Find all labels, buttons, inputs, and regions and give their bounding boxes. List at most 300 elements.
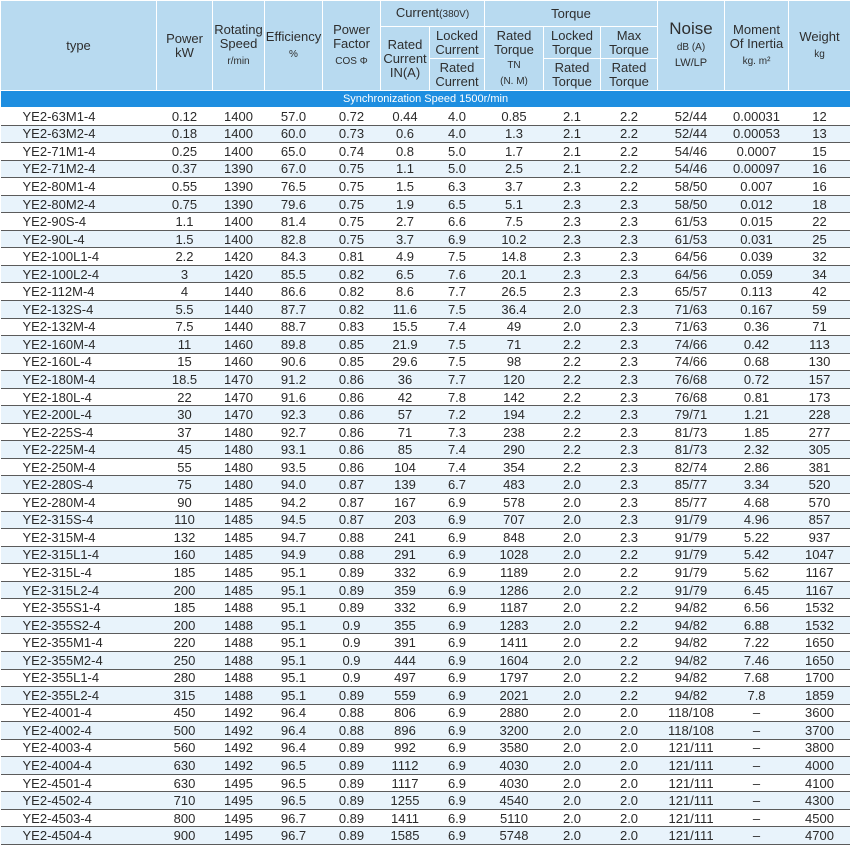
table-cell: 5748 (485, 827, 544, 845)
table-row (1, 599, 850, 617)
table-cell: 0.81 (725, 388, 789, 406)
table-cell: 0.85 (485, 108, 544, 126)
table-row (1, 581, 850, 599)
table-cell: 0.88 (323, 529, 381, 547)
table-cell: 54/46 (658, 143, 725, 161)
table-cell: YE2-132S-4 (1, 301, 157, 319)
table-cell: 7.2 (430, 406, 485, 424)
table-cell: 1480 (213, 458, 265, 476)
table-cell: 1532 (789, 599, 850, 617)
table-cell: 7.5 (430, 336, 485, 354)
table-cell: 2.2 (601, 125, 658, 143)
table-cell: 82/74 (658, 458, 725, 476)
table-row (1, 423, 850, 441)
table-row (1, 722, 850, 740)
table-cell: 1485 (213, 529, 265, 547)
table-cell: 88.7 (265, 318, 323, 336)
table-cell: 6.9 (430, 827, 485, 845)
table-cell: 30 (157, 406, 213, 424)
table-cell: YE2-63M2-4 (1, 125, 157, 143)
sync-speed-band: Synchronization Speed 1500r/min (1, 91, 850, 108)
table-cell: 118/108 (658, 704, 725, 722)
table-cell: 2.0 (544, 494, 601, 512)
table-cell: YE2-80M1-4 (1, 178, 157, 196)
table-cell: 1485 (213, 511, 265, 529)
table-cell: 1440 (213, 301, 265, 319)
table-cell: 3600 (789, 704, 850, 722)
table-cell: 1859 (789, 687, 850, 705)
table-cell: YE2-80M2-4 (1, 195, 157, 213)
table-cell: 290 (485, 441, 544, 459)
table-cell: 3.7 (381, 230, 430, 248)
table-row (1, 178, 850, 196)
table-cell: 896 (381, 722, 430, 740)
table-cell: 91/79 (658, 546, 725, 564)
table-cell: 95.1 (265, 564, 323, 582)
table-cell: 1485 (213, 581, 265, 599)
table-cell: 2.7 (381, 213, 430, 231)
table-cell: 359 (381, 581, 430, 599)
table-cell: 74/66 (658, 336, 725, 354)
table-cell: 900 (157, 827, 213, 845)
table-cell: 6.5 (381, 265, 430, 283)
table-cell: 76.5 (265, 178, 323, 196)
header-type: type (1, 1, 157, 91)
table-cell: 95.1 (265, 616, 323, 634)
table-cell: 0.73 (323, 125, 381, 143)
table-cell: 6.9 (430, 634, 485, 652)
table-cell: 1495 (213, 774, 265, 792)
table-row (1, 529, 850, 547)
table-cell: 5.0 (430, 160, 485, 178)
table-cell: 2.3 (601, 265, 658, 283)
table-cell: 2.3 (601, 494, 658, 512)
table-cell: 90 (157, 494, 213, 512)
table-cell: 42 (381, 388, 430, 406)
table-cell: 81/73 (658, 441, 725, 459)
table-cell: 20.1 (485, 265, 544, 283)
table-cell: 1117 (381, 774, 430, 792)
table-cell: 2.2 (601, 687, 658, 705)
table-cell: 228 (789, 406, 850, 424)
table-cell: 79/71 (658, 406, 725, 424)
table-cell: 0.031 (725, 230, 789, 248)
table-cell: 2.2 (601, 143, 658, 161)
table-cell: 7.5 (430, 353, 485, 371)
table-cell: 1495 (213, 827, 265, 845)
table-cell: 15 (157, 353, 213, 371)
header-efficiency: Efficiency % (265, 1, 323, 91)
table-cell: 1.7 (485, 143, 544, 161)
table-cell: 57.0 (265, 108, 323, 126)
table-cell: 332 (381, 564, 430, 582)
table-cell: 1492 (213, 757, 265, 775)
table-cell: 185 (157, 599, 213, 617)
table-row (1, 160, 850, 178)
table-row (1, 564, 850, 582)
table-cell: 7.5 (430, 301, 485, 319)
table-cell: 2.0 (544, 739, 601, 757)
table-cell: 90.6 (265, 353, 323, 371)
table-row (1, 388, 850, 406)
table-cell: 32 (789, 248, 850, 266)
table-cell: 2.0 (544, 511, 601, 529)
table-cell: YE2-280S-4 (1, 476, 157, 494)
table-cell: 1167 (789, 564, 850, 582)
table-cell: 444 (381, 651, 430, 669)
table-cell: 6.9 (430, 529, 485, 547)
table-cell: YE2-71M1-4 (1, 143, 157, 161)
table-cell: YE2-4501-4 (1, 774, 157, 792)
table-cell: 2.3 (601, 406, 658, 424)
table-cell: 1485 (213, 546, 265, 564)
table-cell: 2.0 (544, 651, 601, 669)
table-cell: 94.2 (265, 494, 323, 512)
table-cell: 94.5 (265, 511, 323, 529)
table-cell: 0.89 (323, 792, 381, 810)
table-cell: 2.0 (544, 792, 601, 810)
table-cell: 6.9 (430, 581, 485, 599)
table-cell: 2880 (485, 704, 544, 722)
table-cell: 110 (157, 511, 213, 529)
table-cell: 1286 (485, 581, 544, 599)
table-row (1, 739, 850, 757)
table-cell: 2.0 (544, 669, 601, 687)
table-cell: 4030 (485, 774, 544, 792)
table-cell: 2.2 (601, 564, 658, 582)
table-cell: 95.1 (265, 634, 323, 652)
table-cell: 84.3 (265, 248, 323, 266)
table-cell: 57 (381, 406, 430, 424)
table-cell: 1460 (213, 336, 265, 354)
table-cell: 2.2 (601, 669, 658, 687)
table-cell: 93.5 (265, 458, 323, 476)
table-cell: 7.4 (430, 458, 485, 476)
table-cell: 1470 (213, 371, 265, 389)
table-cell: 6.9 (430, 739, 485, 757)
table-row (1, 774, 850, 792)
table-cell: 7.3 (430, 423, 485, 441)
table-cell: 76/68 (658, 388, 725, 406)
table-cell: 2.2 (601, 160, 658, 178)
table-cell: YE2-225M-4 (1, 441, 157, 459)
table-cell: 75 (157, 476, 213, 494)
table-cell: 2.3 (601, 301, 658, 319)
header-max-torque: Max Torque (601, 27, 658, 59)
table-cell: 167 (381, 494, 430, 512)
table-cell: 2.2 (601, 651, 658, 669)
header-speed: Rotating Speed r/min (213, 1, 265, 91)
table-row (1, 669, 850, 687)
table-cell: 91/79 (658, 529, 725, 547)
table-cell: 0.68 (725, 353, 789, 371)
table-cell: 1390 (213, 195, 265, 213)
table-cell: 4540 (485, 792, 544, 810)
table-cell: 52/44 (658, 125, 725, 143)
table-cell: 1585 (381, 827, 430, 845)
table-row (1, 230, 850, 248)
table-cell: 1283 (485, 616, 544, 634)
table-cell: 2.0 (544, 634, 601, 652)
table-cell: 0.82 (323, 265, 381, 283)
table-cell: 71 (381, 423, 430, 441)
table-cell: 0.81 (323, 248, 381, 266)
table-cell: 2.3 (601, 336, 658, 354)
table-cell: 0.25 (157, 143, 213, 161)
table-cell: 0.75 (157, 195, 213, 213)
table-cell: 2.3 (601, 213, 658, 231)
table-cell: 1488 (213, 616, 265, 634)
table-cell: 0.85 (323, 336, 381, 354)
table-cell: 1420 (213, 265, 265, 283)
table-cell: 61/53 (658, 230, 725, 248)
table-cell: 98 (485, 353, 544, 371)
table-cell: YE2-355L1-4 (1, 669, 157, 687)
table-cell: 29.6 (381, 353, 430, 371)
table-cell: 0.86 (323, 441, 381, 459)
table-cell: 1495 (213, 792, 265, 810)
table-cell: 7.8 (725, 687, 789, 705)
table-cell: 93.1 (265, 441, 323, 459)
header-locked-torque-sub: Rated Torque (544, 59, 601, 91)
table-cell: 55 (157, 458, 213, 476)
table-cell: 6.9 (430, 230, 485, 248)
table-cell: – (725, 739, 789, 757)
table-cell: 121/111 (658, 827, 725, 845)
table-cell: YE2-160L-4 (1, 353, 157, 371)
table-cell: 54/46 (658, 160, 725, 178)
table-cell: 2.3 (544, 178, 601, 196)
table-cell: 483 (485, 476, 544, 494)
table-cell: 5.62 (725, 564, 789, 582)
table-cell: 0.82 (323, 301, 381, 319)
table-cell: 1460 (213, 353, 265, 371)
table-cell: 6.9 (430, 669, 485, 687)
table-cell: 6.3 (430, 178, 485, 196)
table-cell: 6.7 (430, 476, 485, 494)
table-cell: 67.0 (265, 160, 323, 178)
table-cell: 3 (157, 265, 213, 283)
table-cell: 86.6 (265, 283, 323, 301)
table-cell: 6.9 (430, 651, 485, 669)
table-cell: YE2-4504-4 (1, 827, 157, 845)
table-cell: – (725, 827, 789, 845)
table-cell: 1.5 (157, 230, 213, 248)
table-cell: 1400 (213, 125, 265, 143)
table-row (1, 704, 850, 722)
table-row (1, 248, 850, 266)
table-cell: 1470 (213, 388, 265, 406)
table-cell: 61/53 (658, 213, 725, 231)
table-cell: 2.2 (601, 616, 658, 634)
table-cell: 1390 (213, 178, 265, 196)
table-cell: 7.5 (157, 318, 213, 336)
table-cell: 2.2 (544, 388, 601, 406)
table-cell: 0.059 (725, 265, 789, 283)
table-body (1, 108, 850, 845)
table-cell: 250 (157, 651, 213, 669)
table-cell: 0.167 (725, 301, 789, 319)
table-cell: 96.4 (265, 739, 323, 757)
table-cell: 0.37 (157, 160, 213, 178)
table-cell: 0.89 (323, 581, 381, 599)
table-cell: 2.0 (601, 704, 658, 722)
table-cell: YE2-200L-4 (1, 406, 157, 424)
table-cell: 0.007 (725, 178, 789, 196)
table-cell: 92.7 (265, 423, 323, 441)
table-cell: 15.5 (381, 318, 430, 336)
table-cell: 95.1 (265, 651, 323, 669)
table-cell: 2.0 (544, 581, 601, 599)
table-cell: YE2-250M-4 (1, 458, 157, 476)
table-cell: 25 (789, 230, 850, 248)
table-cell: 937 (789, 529, 850, 547)
table-row (1, 757, 850, 775)
table-cell: 22 (789, 213, 850, 231)
table-cell: 2.3 (601, 529, 658, 547)
table-cell: 497 (381, 669, 430, 687)
table-cell: 0.89 (323, 827, 381, 845)
table-cell: YE2-315L-4 (1, 564, 157, 582)
table-cell: 0.89 (323, 739, 381, 757)
table-cell: 2.3 (601, 476, 658, 494)
table-cell: 0.75 (323, 160, 381, 178)
table-cell: 95.1 (265, 581, 323, 599)
table-cell: 173 (789, 388, 850, 406)
table-cell: 1047 (789, 546, 850, 564)
table-cell: 1400 (213, 213, 265, 231)
table-cell: 2.3 (601, 353, 658, 371)
table-cell: 2.0 (544, 687, 601, 705)
table-row (1, 441, 850, 459)
table-cell: – (725, 774, 789, 792)
table-cell: 2.3 (601, 230, 658, 248)
table-row (1, 318, 850, 336)
table-cell: 6.5 (430, 195, 485, 213)
table-cell: 1400 (213, 143, 265, 161)
table-cell: YE2-160M-4 (1, 336, 157, 354)
header-inertia: Moment Of Inertia kg. m² (725, 1, 789, 91)
table-cell: 0.86 (323, 371, 381, 389)
table-cell: 0.88 (323, 704, 381, 722)
table-cell: 2.3 (601, 195, 658, 213)
table-cell: 15 (789, 143, 850, 161)
table-cell: 578 (485, 494, 544, 512)
table-cell: 64/56 (658, 248, 725, 266)
table-cell: 857 (789, 511, 850, 529)
table-cell: 16 (789, 178, 850, 196)
table-cell: 2.0 (544, 827, 601, 845)
table-cell: 6.9 (430, 546, 485, 564)
table-row (1, 634, 850, 652)
table-cell: 1167 (789, 581, 850, 599)
table-cell: 0.75 (323, 195, 381, 213)
table-cell: 0.86 (323, 406, 381, 424)
table-cell: 58/50 (658, 195, 725, 213)
table-cell: 1480 (213, 441, 265, 459)
table-cell: 36 (381, 371, 430, 389)
table-cell: 118/108 (658, 722, 725, 740)
table-cell: 992 (381, 739, 430, 757)
table-cell: 1470 (213, 406, 265, 424)
table-cell: 2.3 (544, 248, 601, 266)
table-cell: 2.0 (601, 792, 658, 810)
header-power: Power kW (157, 1, 213, 91)
table-cell: 1650 (789, 651, 850, 669)
table-cell: 1.1 (381, 160, 430, 178)
table-cell: 157 (789, 371, 850, 389)
table-cell: 96.5 (265, 792, 323, 810)
table-cell: 0.012 (725, 195, 789, 213)
table-cell: 139 (381, 476, 430, 494)
table-cell: 2.0 (544, 757, 601, 775)
table-row (1, 213, 850, 231)
table-cell: 2.1 (544, 108, 601, 126)
table-cell: 4030 (485, 757, 544, 775)
table-row (1, 616, 850, 634)
table-cell: 49 (485, 318, 544, 336)
table-cell: 0.00053 (725, 125, 789, 143)
table-cell: 2.1 (544, 160, 601, 178)
table-cell: 1604 (485, 651, 544, 669)
table-cell: 94/82 (658, 634, 725, 652)
table-cell: 95.1 (265, 599, 323, 617)
table-cell: 85/77 (658, 494, 725, 512)
table-row (1, 143, 850, 161)
table-cell: 2.86 (725, 458, 789, 476)
table-cell: 2.0 (544, 809, 601, 827)
table-cell: 2.0 (601, 827, 658, 845)
table-row (1, 651, 850, 669)
table-cell: 1.5 (381, 178, 430, 196)
table-cell: 1411 (381, 809, 430, 827)
table-cell: 95.1 (265, 687, 323, 705)
table-cell: 6.9 (430, 809, 485, 827)
table-cell: 58/50 (658, 178, 725, 196)
table-row (1, 108, 850, 126)
table-cell: 0.36 (725, 318, 789, 336)
table-cell: 12 (789, 108, 850, 126)
table-cell: 200 (157, 616, 213, 634)
table-cell: 1488 (213, 669, 265, 687)
table-cell: 7.8 (430, 388, 485, 406)
table-cell: 0.72 (725, 371, 789, 389)
table-cell: 0.00097 (725, 160, 789, 178)
table-cell: 0.87 (323, 494, 381, 512)
header-torque: Torque (485, 1, 658, 27)
table-cell: 2.0 (601, 809, 658, 827)
table-cell: 0.9 (323, 634, 381, 652)
table-cell: 6.9 (430, 792, 485, 810)
table-cell: 94.9 (265, 546, 323, 564)
table-row (1, 511, 850, 529)
table-cell: 630 (157, 774, 213, 792)
table-cell: 2.1 (544, 143, 601, 161)
table-cell: 142 (485, 388, 544, 406)
table-cell: 355 (381, 616, 430, 634)
table-cell: 315 (157, 687, 213, 705)
table-cell: 2021 (485, 687, 544, 705)
table-cell: 2.3 (601, 423, 658, 441)
table-cell: 4 (157, 283, 213, 301)
table-cell: 0.87 (323, 476, 381, 494)
table-cell: 2.3 (601, 318, 658, 336)
table-cell: YE2-4004-4 (1, 757, 157, 775)
table-cell: 0.75 (323, 230, 381, 248)
table-cell: 130 (789, 353, 850, 371)
table-cell: 76/68 (658, 371, 725, 389)
table-cell: 2.2 (544, 336, 601, 354)
